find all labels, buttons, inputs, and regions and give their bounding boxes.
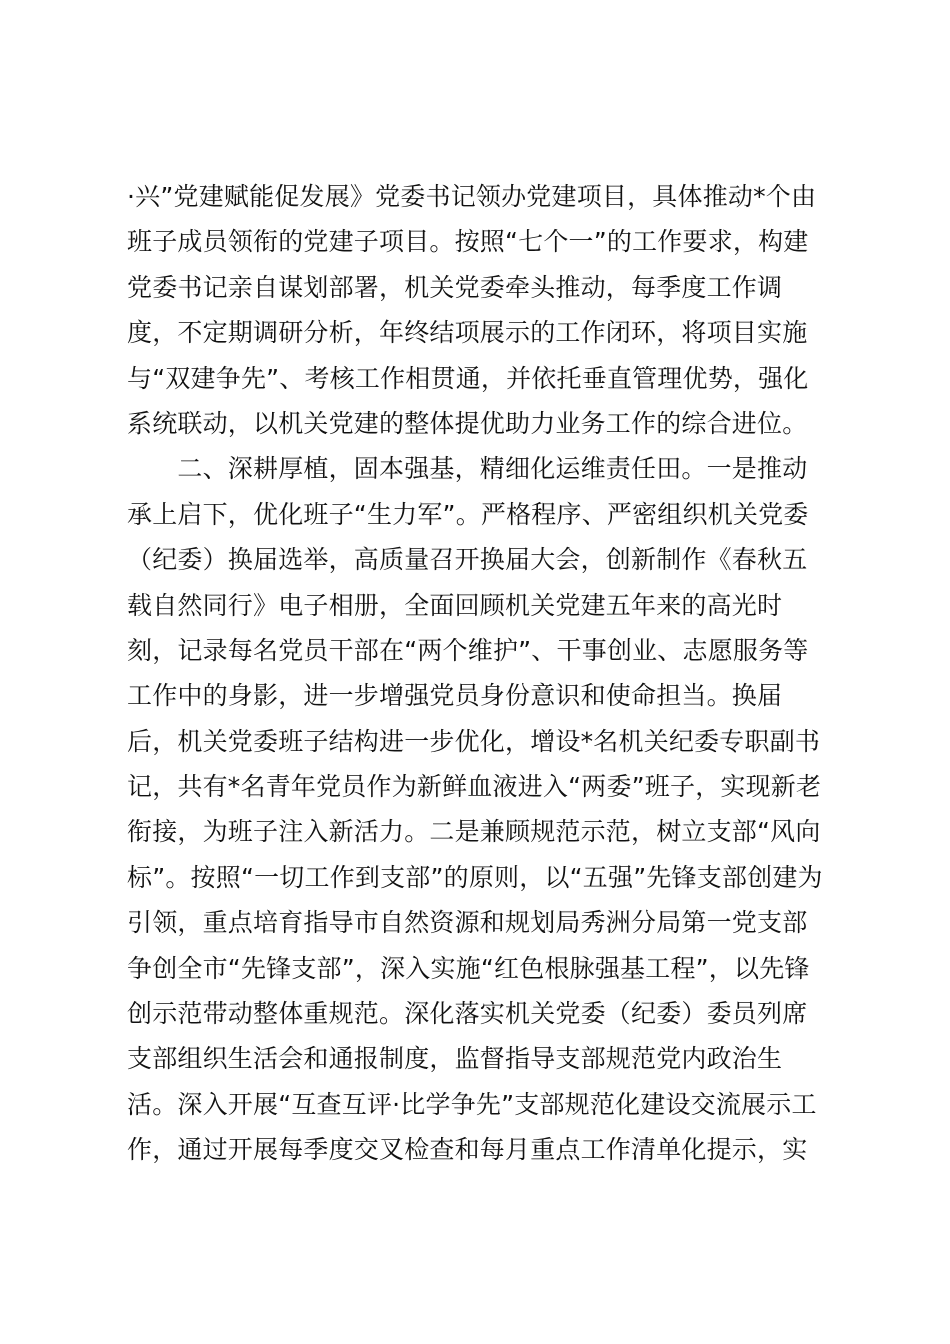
text-line: 后，机关党委班子结构进一步优化，增设*名机关纪委专职副书 (127, 726, 821, 756)
text-line: ·兴”党建赋能促发展》党委书记领办党建项目，具体推动*个由 (127, 182, 817, 211)
text-line: 党委书记亲自谋划部署，机关党委牵头推动，每季度工作调 (127, 272, 783, 302)
text-line: 创示范带动整体重规范。深化落实机关党委（纪委）委员列席 (127, 999, 808, 1029)
text-line: 刻，记录每名党员干部在“两个维护”、干事创业、志愿服务等 (127, 635, 809, 665)
text-line: （纪委）换届选举，高质量召开换届大会，创新制作《春秋五 (127, 545, 808, 575)
section-heading-line: 二、深耕厚植，固本强基，精细化运维责任田。一是推动 (127, 454, 808, 484)
text-line: 载自然同行》电子相册，全面回顾机关党建五年来的高光时 (127, 590, 783, 620)
text-line: 支部组织生活会和通报制度，监督指导支部规范党内政治生 (127, 1044, 783, 1074)
text-line: 活。深入开展“互查互评·比学争先”支部规范化建设交流展示工 (127, 1089, 817, 1119)
text-line: 争创全市“先锋支部”，深入实施“红色根脉强基工程”，以先锋 (127, 953, 810, 983)
text-line: 标”。按照“一切工作到支部”的原则，以“五强”先锋支部创建为 (127, 862, 823, 892)
text-line: 作，通过开展每季度交叉检查和每月重点工作清单化提示，实 (127, 1135, 808, 1165)
body-text (127, 174, 837, 1173)
text-line: 班子成员领衔的党建子项目。按照“七个一”的工作要求，构建 (127, 227, 809, 257)
text-line: 系统联动，以机关党建的整体提优助力业务工作的综合进位。 (127, 408, 808, 438)
text-line: 承上启下，优化班子“生力军”。严格程序、严密组织机关党委 (127, 499, 809, 529)
text-line: 引领，重点培育指导市自然资源和规划局秀洲分局第一党支部 (127, 908, 808, 938)
text-line: 度，不定期调研分析，年终结项展示的工作闭环，将项目实施 (127, 318, 808, 348)
text-line: 工作中的身影，进一步增强党员身份意识和使命担当。换届 (127, 681, 783, 711)
text-line: 衔接，为班子注入新活力。二是兼顾规范示范，树立支部“风向 (127, 817, 821, 847)
text-line: 记，共有*名青年党员作为新鲜血液进入“两委”班子，实现新老 (127, 772, 822, 802)
text-line: 与“双建争先”、考核工作相贯通，并依托垂直管理优势，强化 (127, 363, 809, 393)
